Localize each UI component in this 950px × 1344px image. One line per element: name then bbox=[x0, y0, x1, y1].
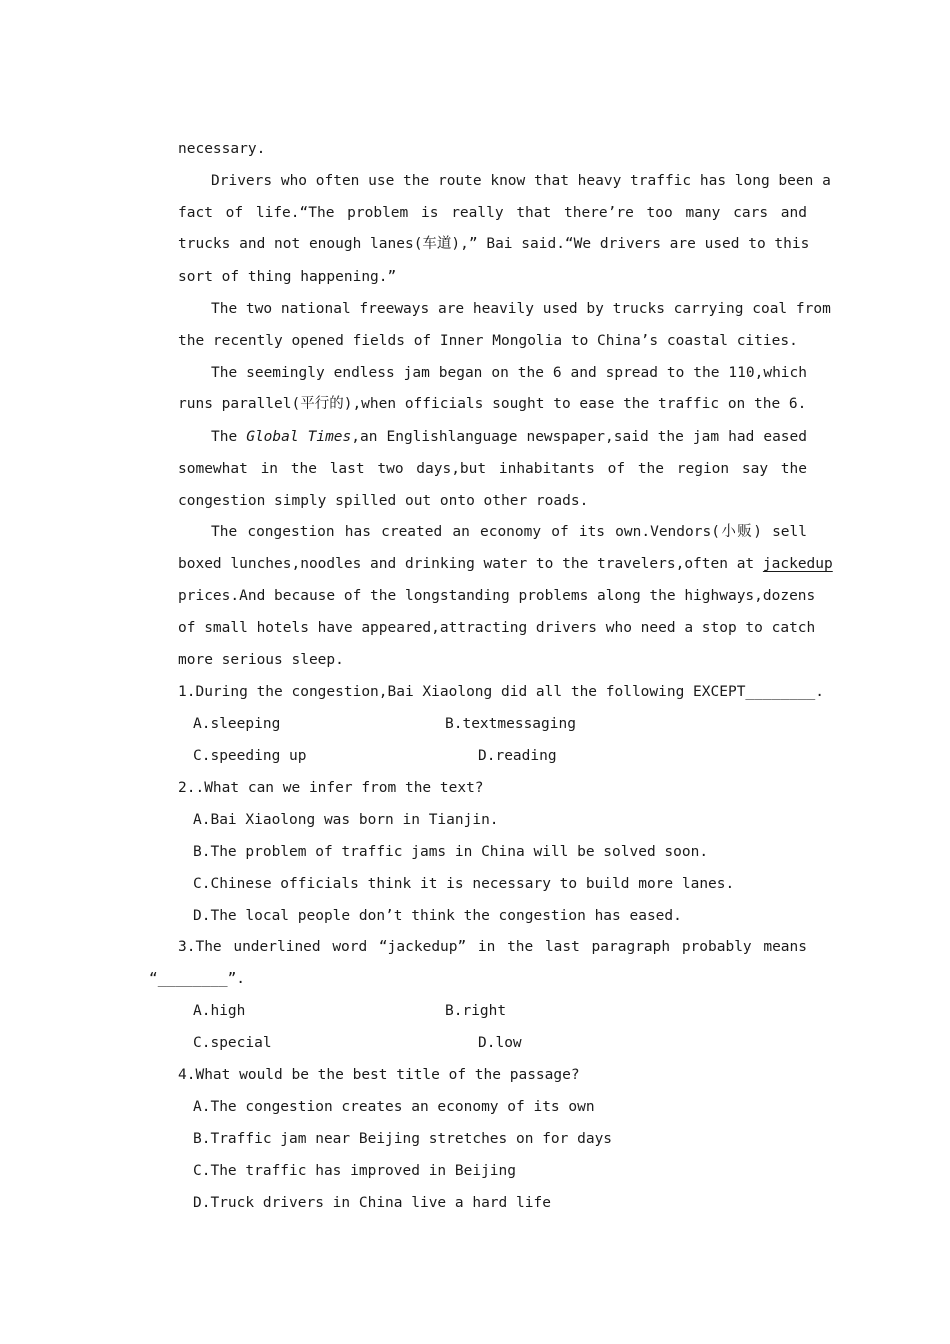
question-4-option-a: A.The congestion creates an economy of its own bbox=[193, 1099, 595, 1115]
question-1-option-d: D.reading bbox=[478, 748, 557, 764]
passage-line: sort of thing happening.” bbox=[178, 269, 397, 285]
question-4-stem: 4.What would be the best title of the passage? bbox=[178, 1067, 580, 1083]
passage-line: runs parallel(平行的),when officials sought to ease the traffic on the 6. bbox=[178, 396, 807, 412]
passage-line: The congestion has created an economy of its own.Vendors(小贩) sell bbox=[211, 524, 807, 540]
passage-line: congestion simply spilled out onto other roads. bbox=[178, 493, 589, 509]
passage-text: ,an Englishlanguage newspaper,said the jam had eased bbox=[351, 429, 807, 445]
question-1-option-b: B.textmessaging bbox=[445, 716, 576, 732]
question-3-blank: “________”. bbox=[149, 971, 246, 987]
question-1-option-c: C.speeding up bbox=[193, 748, 307, 764]
question-2-option-d: D.The local people don’t think the congestion has eased. bbox=[193, 908, 682, 924]
passage-line: trucks and not enough lanes(车道),” Bai said.“We drivers are used to this bbox=[178, 236, 810, 252]
question-2-option-b: B.The problem of traffic jams in China will be solved soon. bbox=[193, 844, 709, 860]
passage-line: of small hotels have appeared,attracting drivers who need a stop to catch bbox=[178, 620, 816, 636]
passage-line: The seemingly endless jam began on the 6 and spread to the 110,which bbox=[211, 365, 807, 381]
passage-line bbox=[178, 554, 833, 574]
passage-line: more serious sleep. bbox=[178, 652, 344, 668]
passage-line: Drivers who often use the route know that heavy traffic has long been a bbox=[211, 173, 831, 189]
question-2-option-a: A.Bai Xiaolong was born in Tianjin. bbox=[193, 812, 499, 828]
question-3-option-a: A.high bbox=[193, 1003, 246, 1019]
passage-text: The bbox=[211, 429, 247, 445]
question-1-option-a: A.sleeping bbox=[193, 716, 281, 732]
question-4-option-b: B.Traffic jam near Beijing stretches on for days bbox=[193, 1131, 613, 1147]
underlined-word: jackedup bbox=[762, 556, 833, 572]
question-3-stem: 3.The underlined word “jackedup” in the last paragraph probably means bbox=[178, 939, 807, 955]
passage-line: fact of life.“The problem is really that there’re too many cars and bbox=[178, 205, 807, 221]
passage-line: prices.And because of the longstanding problems along the highways,dozens bbox=[178, 588, 816, 604]
question-3-option-c: C.special bbox=[193, 1035, 272, 1051]
question-3-option-b: B.right bbox=[445, 1003, 507, 1019]
passage-line: somewhat in the last two days,but inhabitants of the region say the bbox=[178, 461, 807, 477]
question-1-stem: 1.During the congestion,Bai Xiaolong did all the following EXCEPT________. bbox=[178, 684, 825, 700]
passage-line: the recently opened fields of Inner Mongolia to China’s coastal cities. bbox=[178, 333, 798, 349]
question-2-option-c: C.Chinese officials think it is necessary to build more lanes. bbox=[193, 876, 735, 892]
passage-text: boxed lunches,noodles and drinking water to the travelers,often at bbox=[178, 556, 763, 572]
newspaper-title: Global Times bbox=[246, 429, 352, 445]
passage-line: necessary. bbox=[178, 141, 266, 157]
passage-line bbox=[211, 427, 807, 447]
question-3-option-d: D.low bbox=[478, 1035, 522, 1051]
question-4-option-c: C.The traffic has improved in Beijing bbox=[193, 1163, 517, 1179]
passage-line: The two national freeways are heavily used by trucks carrying coal from bbox=[211, 301, 831, 317]
question-2-stem: 2..What can we infer from the text? bbox=[178, 780, 484, 796]
question-4-option-d: D.Truck drivers in China live a hard life bbox=[193, 1195, 551, 1211]
